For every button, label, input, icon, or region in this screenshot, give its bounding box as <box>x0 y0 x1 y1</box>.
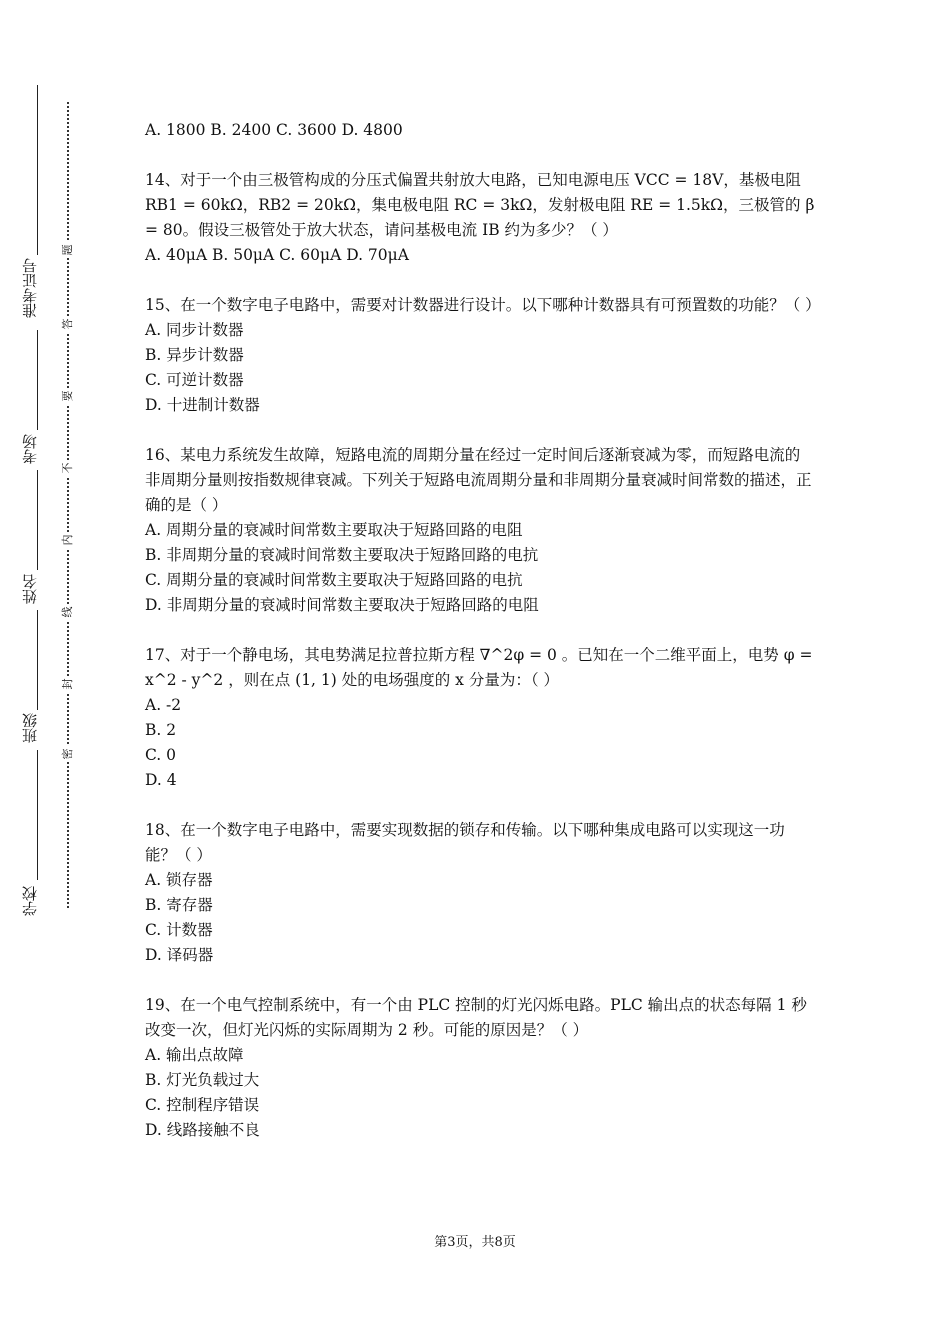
binding-rule <box>37 330 38 430</box>
binding-field-name: 姓名 <box>21 574 39 604</box>
binding-field-exam-room: 考场 <box>21 434 39 464</box>
question-14 <box>145 168 815 268</box>
seal-dotted-line <box>67 102 69 908</box>
question-text: 15、在一个数字电子电路中，需要对计数器进行设计。以下哪种计数器具有可预置数的功能？（ ） <box>145 296 821 314</box>
question-17 <box>145 643 815 793</box>
option-d: D. 译码器 <box>145 946 214 964</box>
seal-char: 封 <box>62 676 74 692</box>
question-19 <box>145 993 815 1143</box>
option-d: D. 十进制计数器 <box>145 396 260 414</box>
option-b: B. 异步计数器 <box>145 346 244 364</box>
page-number: 第3页，共8页 <box>434 1235 516 1250</box>
question-text: 19、在一个电气控制系统中，有一个由 PLC 控制的灯光闪烁电路。PLC 输出点的状态每隔 1 秒改变一次，但灯光闪烁的实际周期为 2 秒。可能的原因是？（ ） <box>145 996 807 1039</box>
option-a: A. 输出点故障 <box>145 1046 244 1064</box>
option-d: D. 非周期分量的衰减时间常数主要取决于短路回路的电阻 <box>145 596 539 614</box>
option-a: A. -2 <box>145 696 182 714</box>
binding-rule <box>37 470 38 570</box>
option-line: A. 1800 B. 2400 C. 3600 D. 4800 <box>145 121 403 139</box>
option-a: A. 锁存器 <box>145 871 213 889</box>
question-18 <box>145 818 815 968</box>
seal-char: 内 <box>62 532 74 548</box>
question-text: 18、在一个数字电子电路中，需要实现数据的锁存和传输。以下哪种集成电路可以实现这一功能？（ ） <box>145 821 785 864</box>
option-b: B. 非周期分量的衰减时间常数主要取决于短路回路的电抗 <box>145 546 539 564</box>
binding-rule <box>37 85 38 255</box>
option-a: A. 同步计数器 <box>145 321 244 339</box>
option-b: B. 2 <box>145 721 177 739</box>
question-text: 16、某电力系统发生故障，短路电流的周期分量在经过一定时间后逐渐衰减为零，而短路电流的非周期分量则按指数规律衰减。下列关于短路电流周期分量和非周期分量衰减时间常数的描述，正确的是（ ） <box>145 446 812 514</box>
question-text: 17、对于一个静电场，其电势满足拉普拉斯方程 ∇^2φ = 0 。已知在一个二维平面上，电势 φ = x^2 - y^2 ，则在点 (1, 1) 处的电场强度的 x 分量为：（ ） <box>145 646 813 689</box>
option-d: D. 线路接触不良 <box>145 1121 260 1139</box>
question-15 <box>145 293 821 418</box>
option-c: C. 0 <box>145 746 177 764</box>
option-d: D. 4 <box>145 771 177 789</box>
seal-char: 线 <box>62 604 74 620</box>
question-16 <box>145 443 815 618</box>
seal-char: 密 <box>62 746 74 762</box>
question-text: 14、对于一个由三极管构成的分压式偏置共射放大电路，已知电源电压 VCC = 18V，基极电阻 RB1 = 60kΩ，RB2 = 20kΩ，集电极电阻 RC = 3kΩ，发射极电阻 RE = 1.5kΩ，三极管的 β = 80。假设三极管处于放大状态，请问基极电流 IB 约为多少？（ ） <box>145 171 815 239</box>
binding-field-class: 班级 <box>21 713 39 743</box>
option-line: A. 40μA B. 50μA C. 60μA D. 70μA <box>145 246 409 264</box>
seal-char: 要 <box>62 388 74 404</box>
binding-field-school: 学校 <box>21 886 39 916</box>
option-b: B. 寄存器 <box>145 896 213 914</box>
option-c: C. 周期分量的衰减时间常数主要取决于短路回路的电抗 <box>145 571 523 589</box>
option-c: C. 控制程序错误 <box>145 1096 260 1114</box>
question-13-options <box>145 118 815 143</box>
question-list <box>145 118 821 1168</box>
seal-char: 不 <box>62 460 74 476</box>
seal-char: 题 <box>62 242 74 258</box>
option-c: C. 可逆计数器 <box>145 371 244 389</box>
binding-rule <box>37 610 38 710</box>
option-a: A. 周期分量的衰减时间常数主要取决于短路回路的电阻 <box>145 521 523 539</box>
seal-char: 答 <box>62 316 74 332</box>
option-c: C. 计数器 <box>145 921 213 939</box>
binding-field-exam-id: 准考证号 <box>21 258 39 318</box>
option-b: B. 灯光负载过大 <box>145 1071 260 1089</box>
binding-rule <box>37 750 38 880</box>
